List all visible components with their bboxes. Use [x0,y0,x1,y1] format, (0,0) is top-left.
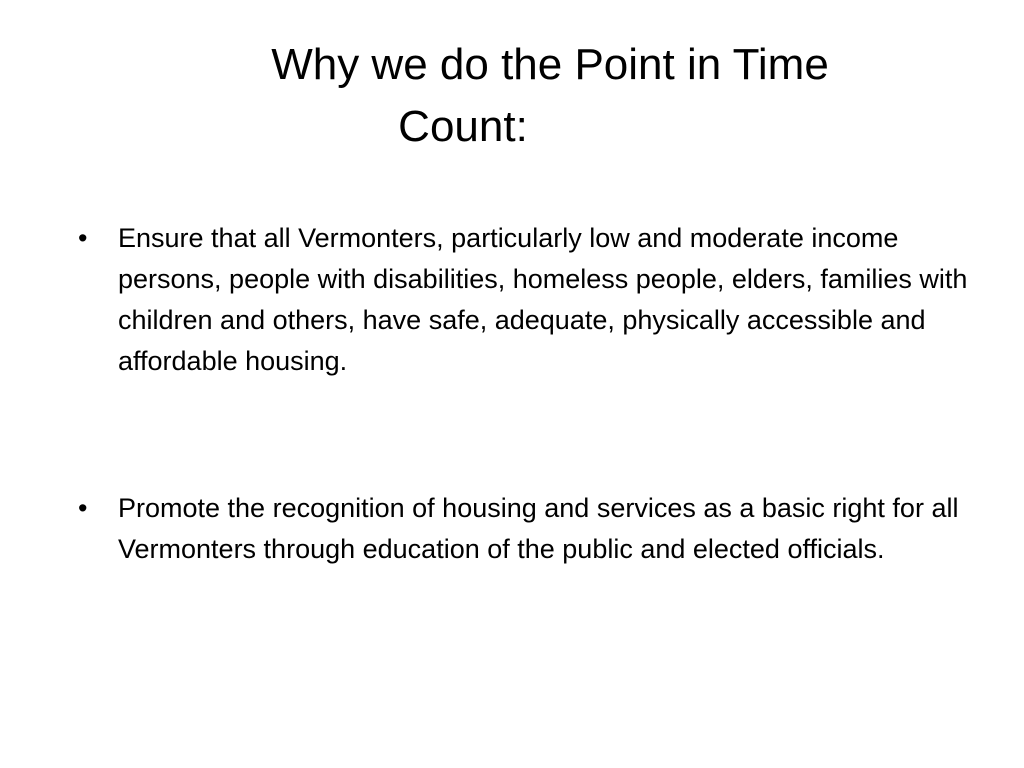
bullet-icon: • [78,223,88,253]
bullet-item-recognition [78,488,968,570]
title-line-2: Count: [398,102,528,151]
title-line-1: Why we do the Point in Time [271,40,829,89]
bullet-icon: • [78,493,88,523]
bullet-item-housing [78,218,968,382]
bullet-text: Ensure that all Vermonters, particularly low and moderate income persons, people with disabilities, homeless people, elders, families with children and others, have safe, adequate, physically accessible and affordable housing. [118,223,968,376]
bullet-text: Promote the recognition of housing and services as a basic right for all Vermonters through education of the public and elected officials. [118,493,959,564]
